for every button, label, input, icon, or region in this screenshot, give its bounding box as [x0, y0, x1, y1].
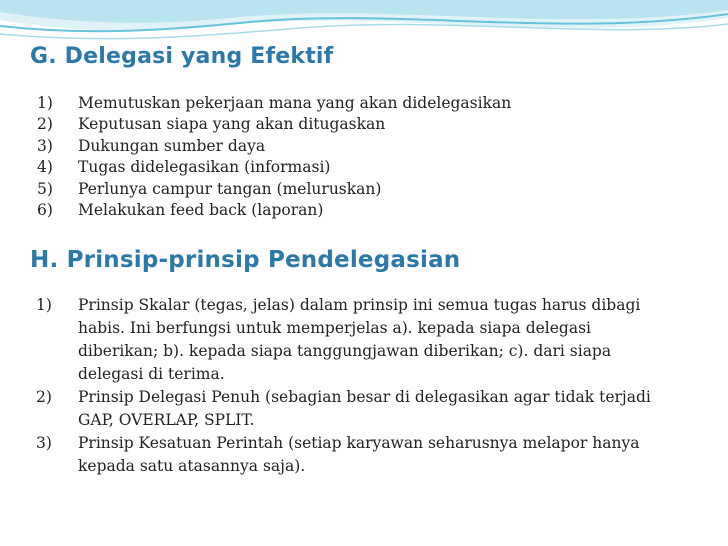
item-text: Memutuskan pekerjaan mana yang akan didelegasikan — [78, 94, 512, 112]
item-number: 1) — [37, 94, 53, 112]
list-item — [0, 386, 700, 432]
item-number: 6) — [37, 201, 53, 220]
item-number: 3) — [37, 136, 53, 155]
list-item — [0, 200, 511, 221]
item-number: 1) — [36, 296, 52, 314]
item-number: 2) — [37, 115, 53, 134]
item-text: Prinsip Skalar (tegas, jelas) dalam prinsip ini semua tugas harus dibagi habis. Ini berfungsi untuk memperjelas a). kepada siapa delegasi diberikan; b). kepada siapa tanggungjawan diberikan; c). dari siapa delegasi di terima. — [78, 296, 641, 383]
item-text: Keputusan siapa yang akan ditugaskan — [78, 115, 386, 134]
item-text: Melakukan feed back (laporan) — [78, 201, 324, 220]
section-h-title: H. Prinsip-prinsip Pendelegasian — [30, 247, 461, 273]
list-item — [0, 432, 700, 478]
item-text: Prinsip Delegasi Penuh (sebagian besar di delegasikan agar tidak terjadi GAP, OVERLAP, SPLIT. — [78, 388, 651, 429]
list-item — [0, 136, 511, 157]
list-item — [0, 93, 511, 114]
section-g-list — [0, 93, 511, 221]
item-number: 5) — [37, 179, 53, 198]
item-number: 2) — [36, 388, 52, 406]
item-text: Dukungan sumber daya — [78, 136, 266, 155]
item-text: Tugas didelegasikan (informasi) — [78, 158, 331, 177]
section-g-title: G. Delegasi yang Efektif — [30, 44, 334, 69]
item-number: 3) — [36, 434, 52, 452]
section-h-list — [0, 294, 700, 478]
item-text: Prinsip Kesatuan Perintah (setiap karyawan seharusnya melapor hanya kepada satu atasannya saja). — [78, 434, 640, 475]
list-item — [0, 179, 511, 200]
list-item — [0, 157, 511, 178]
item-number: 4) — [37, 158, 53, 177]
list-item — [0, 114, 511, 135]
list-item — [0, 294, 700, 386]
item-text: Perlunya campur tangan (meluruskan) — [78, 179, 382, 198]
